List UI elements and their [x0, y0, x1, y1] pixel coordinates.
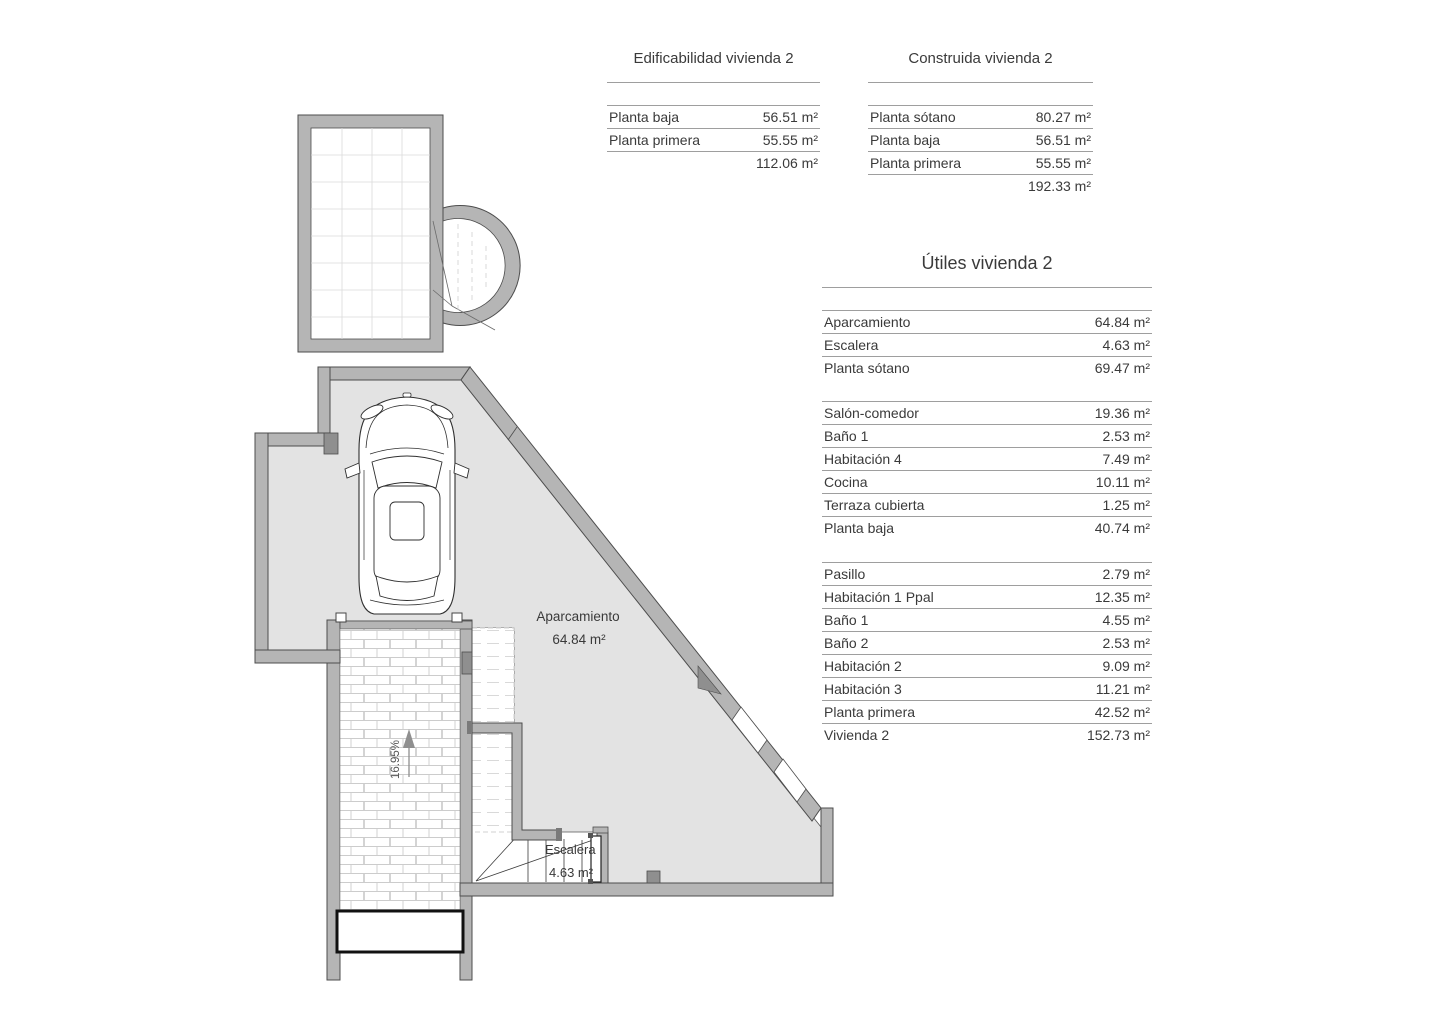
table-total-row — [868, 175, 1093, 197]
stair-rail-cap-left — [467, 721, 472, 734]
row-value: 55.55 m² — [1035, 155, 1091, 171]
wall-bottom — [460, 883, 833, 896]
gate-post-right — [452, 613, 462, 622]
row-label: Baño 1 — [824, 428, 869, 444]
table-title: Útiles vivienda 2 — [921, 253, 1053, 273]
title-rule — [607, 82, 820, 83]
row-value: 40.74 m² — [1094, 520, 1150, 536]
stair-rail-cap-right — [556, 828, 562, 841]
row-label: Baño 1 — [824, 612, 869, 628]
row-label: Planta baja — [824, 520, 895, 536]
escalera-area-label: 4.63 m² — [549, 865, 594, 880]
table-edificabilidad — [607, 50, 820, 174]
table-row — [822, 494, 1152, 517]
table-row — [822, 563, 1152, 586]
table-row — [607, 129, 820, 152]
door-hinge-top — [588, 833, 593, 838]
table-body — [607, 105, 820, 174]
ramp-slope-label: 16.95% — [390, 739, 402, 779]
table-title: Edificabilidad vivienda 2 — [633, 50, 794, 67]
table-row — [822, 678, 1152, 701]
table-construida — [868, 50, 1093, 197]
bottom-wall-pillar — [647, 871, 660, 883]
row-value: 56.51 m² — [762, 109, 818, 125]
row-value: 7.49 m² — [1102, 451, 1150, 467]
row-value: 2.53 m² — [1102, 635, 1150, 651]
row-label: Salón-comedor — [824, 405, 919, 421]
row-value: 152.73 m² — [1086, 727, 1150, 743]
row-value: 69.47 m² — [1094, 360, 1150, 376]
row-value: 42.52 m² — [1094, 704, 1150, 720]
upper-structure — [298, 115, 520, 352]
row-value: 19.36 m² — [1094, 405, 1150, 421]
row-label: Habitación 4 — [824, 451, 902, 467]
row-value: 1.25 m² — [1102, 497, 1150, 513]
row-value: 2.79 m² — [1102, 566, 1150, 582]
table-row — [822, 334, 1152, 357]
row-value: 10.11 m² — [1095, 474, 1150, 490]
table-row — [822, 471, 1152, 494]
table-row — [868, 129, 1093, 152]
row-label: Habitación 3 — [824, 681, 902, 697]
table-row — [822, 609, 1152, 632]
table-row — [822, 425, 1152, 448]
ramp-pillar — [462, 652, 472, 674]
ramp — [327, 613, 472, 980]
row-label: Planta primera — [870, 155, 962, 171]
wall-top — [318, 367, 470, 380]
table-row — [607, 106, 820, 129]
door-jamb-cap — [593, 827, 608, 833]
row-label: Planta baja — [870, 132, 941, 148]
row-label: Vivienda 2 — [824, 727, 890, 743]
section-planta-sotano — [822, 310, 1152, 379]
table-title: Construida vivienda 2 — [908, 50, 1053, 67]
row-value: 11.21 m² — [1095, 681, 1150, 697]
row-label: Pasillo — [824, 566, 866, 582]
table-total-row — [822, 724, 1152, 746]
table-row — [822, 632, 1152, 655]
table-subtotal-row — [822, 357, 1152, 379]
gate-post-left — [336, 613, 346, 622]
row-value: 12.35 m² — [1094, 589, 1150, 605]
section-planta-primera — [822, 562, 1152, 746]
table-row — [822, 402, 1152, 425]
escalera-label: Escalera — [545, 842, 596, 857]
title-rule — [822, 287, 1152, 288]
row-label: Planta primera — [824, 704, 916, 720]
row-label: Terraza cubierta — [824, 497, 925, 513]
garage-gate — [337, 911, 463, 952]
row-value: 4.55 m² — [1102, 612, 1150, 628]
row-label: Baño 2 — [824, 635, 869, 651]
aparcamiento-area-label: 64.84 m² — [552, 632, 606, 647]
car-sunroof — [390, 502, 424, 540]
table-row — [822, 448, 1152, 471]
section-planta-baja — [822, 401, 1152, 539]
row-label: Habitación 1 Ppal — [824, 589, 934, 605]
notch-wall-bottom — [255, 650, 340, 663]
car — [345, 393, 469, 614]
aparcamiento-label: Aparcamiento — [536, 609, 620, 624]
row-value: 56.51 m² — [1035, 132, 1091, 148]
row-label: Aparcamiento — [824, 314, 911, 330]
row-label: Planta sótano — [824, 360, 910, 376]
row-label: Escalera — [824, 337, 879, 353]
row-value: 192.33 m² — [1027, 178, 1091, 194]
row-label: Cocina — [824, 474, 868, 490]
table-subtotal-row — [822, 701, 1152, 724]
row-value: 80.27 m² — [1035, 109, 1091, 125]
row-value: 55.55 m² — [762, 132, 818, 148]
table-body — [868, 105, 1093, 197]
title-rule — [868, 82, 1093, 83]
row-label: Planta primera — [609, 132, 701, 148]
row-value: 9.09 m² — [1102, 658, 1150, 674]
patio-floor — [311, 128, 430, 339]
table-total-row — [607, 152, 820, 174]
row-label: Planta sótano — [870, 109, 956, 125]
row-label: Habitación 2 — [824, 658, 902, 674]
table-row — [868, 152, 1093, 175]
row-value: 112.06 m² — [756, 155, 818, 171]
table-row — [822, 655, 1152, 678]
table-row — [822, 311, 1152, 334]
row-value: 4.63 m² — [1102, 337, 1150, 353]
row-label: Planta baja — [609, 109, 680, 125]
row-value: 2.53 m² — [1102, 428, 1150, 444]
table-row — [868, 106, 1093, 129]
notch-wall-left — [255, 433, 268, 663]
table-row — [822, 586, 1152, 609]
table-subtotal-row — [822, 517, 1152, 539]
corner-pillar — [324, 433, 338, 454]
table-utiles — [822, 252, 1152, 746]
car-emblem — [403, 393, 411, 397]
row-value: 64.84 m² — [1094, 314, 1150, 330]
